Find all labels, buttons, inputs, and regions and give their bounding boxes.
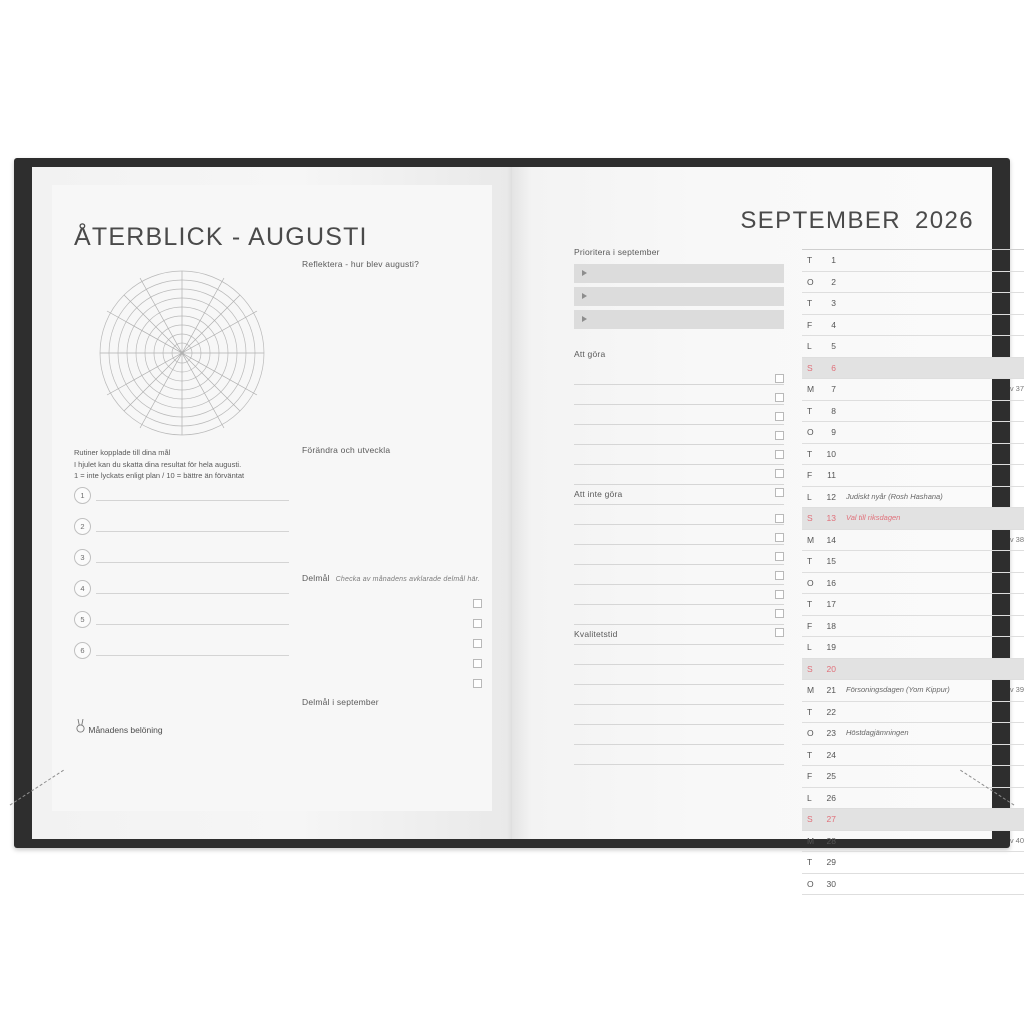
calendar-day-letter: O <box>807 577 814 588</box>
calendar-day-row[interactable] <box>802 874 1024 896</box>
calendar-day-letter: O <box>807 878 814 889</box>
calendar-day-row[interactable] <box>802 680 1024 702</box>
calendar-day-number: 20 <box>826 663 836 674</box>
calendar-day-row[interactable] <box>802 401 1024 423</box>
calendar-day-letter: M <box>807 835 815 846</box>
left-page <box>32 167 512 839</box>
write-line[interactable] <box>574 465 784 485</box>
nottodo-label: Att inte göra <box>574 489 623 499</box>
calendar-day-row[interactable] <box>802 766 1024 788</box>
planner-pages <box>32 167 1024 889</box>
year-label: 2026 <box>915 207 974 234</box>
calendar-day-row[interactable] <box>802 336 1024 358</box>
checkbox[interactable] <box>775 431 784 440</box>
calendar-day-letter: L <box>807 491 812 502</box>
write-line[interactable] <box>574 585 784 605</box>
goal-wheel-chart <box>98 269 266 437</box>
calendar-day-row[interactable] <box>802 745 1024 767</box>
calendar-day-letter: S <box>807 814 813 824</box>
section-label: Delmål Checka av månadens avklarade delmål här. <box>302 573 480 583</box>
page-title: ÅTERBLICK - AUGUSTI <box>74 223 368 251</box>
calendar-day-row[interactable] <box>802 788 1024 810</box>
calendar-day-number: 18 <box>826 620 836 631</box>
calendar-day-letter: O <box>807 728 814 738</box>
goal-row[interactable] <box>74 642 289 664</box>
planner-book <box>14 158 1024 889</box>
calendar-day-letter: L <box>807 792 812 803</box>
calendar-day-number: 22 <box>826 706 836 717</box>
write-line[interactable] <box>574 425 784 445</box>
left-section <box>302 259 482 275</box>
calendar-day-row[interactable] <box>802 379 1024 401</box>
calendar-day-note: Försoningsdagen (Yom Kippur) <box>846 685 950 694</box>
calendar-day-note: Val till riksdagen <box>846 513 901 522</box>
calendar-day-number: 19 <box>826 642 836 652</box>
write-line[interactable] <box>574 705 784 725</box>
nottodo-rows <box>574 505 784 645</box>
calendar-day-row[interactable] <box>802 702 1024 724</box>
goal-write-line[interactable] <box>96 562 289 563</box>
calendar-day-number: 15 <box>826 556 836 566</box>
goal-row[interactable] <box>74 611 289 633</box>
calendar-day-row[interactable] <box>802 315 1024 337</box>
write-line[interactable] <box>574 365 784 385</box>
section-label: Reflektera - hur blev augusti? <box>302 259 420 269</box>
calendar-day-number: 4 <box>831 319 836 330</box>
calendar-day-letter: F <box>807 620 813 631</box>
calendar-day-letter: S <box>807 513 813 523</box>
calendar-day-number: 11 <box>827 470 836 480</box>
calendar-week-number: v 39 <box>1009 685 1024 694</box>
checkbox[interactable] <box>775 374 784 383</box>
monthly-reward <box>76 719 163 735</box>
left-section <box>302 445 482 461</box>
calendar-day-number: 27 <box>826 814 836 824</box>
calendar-day-row[interactable] <box>802 637 1024 659</box>
goal-number: 4 <box>74 580 91 597</box>
calendar-day-number: 1 <box>831 255 836 265</box>
write-line[interactable] <box>574 525 784 545</box>
wheel-caption-line-1: Rutiner kopplade till dina mål <box>74 448 171 457</box>
checkbox[interactable] <box>775 450 784 459</box>
calendar-day-number: 2 <box>831 276 836 287</box>
medal-icon <box>76 719 86 735</box>
calendar-day-number: 7 <box>831 384 836 394</box>
calendar-day-letter: L <box>807 642 812 652</box>
goal-number: 3 <box>74 549 91 566</box>
calendar-day-letter: L <box>807 341 812 351</box>
calendar-day-letter: M <box>807 384 815 394</box>
section-label: Förändra och utveckla <box>302 445 391 455</box>
calendar-day-letter: M <box>807 534 815 545</box>
checkbox[interactable] <box>473 659 482 668</box>
calendar-day-number: 8 <box>831 405 836 416</box>
calendar-day-letter: S <box>807 362 813 373</box>
priority-bar[interactable] <box>574 264 784 283</box>
calendar-day-row[interactable] <box>802 809 1024 831</box>
calendar-day-row[interactable] <box>802 530 1024 552</box>
calendar-day-letter: F <box>807 771 813 781</box>
goal-write-line[interactable] <box>96 531 289 532</box>
write-line[interactable] <box>574 665 784 685</box>
calendar-day-number: 5 <box>831 341 836 351</box>
section-label: Delmål i september <box>302 697 379 707</box>
calendar-day-row[interactable] <box>802 293 1024 315</box>
calendar-day-letter: T <box>807 298 813 308</box>
quality-section <box>574 629 784 765</box>
calendar-week-number: v 38 <box>1009 534 1024 544</box>
left-page-content <box>52 185 492 811</box>
todo-section <box>574 349 784 505</box>
calendar-day-number: 16 <box>826 577 836 588</box>
goal-number: 2 <box>74 518 91 535</box>
wheel-caption <box>74 447 289 482</box>
goal-write-line[interactable] <box>96 655 289 656</box>
calendar-day-number: 14 <box>826 534 836 545</box>
checkbox[interactable] <box>473 599 482 608</box>
calendar-day-number: 10 <box>826 448 836 459</box>
checkbox[interactable] <box>775 412 784 421</box>
calendar-day-letter: T <box>807 255 813 265</box>
goal-write-line[interactable] <box>96 500 289 501</box>
calendar-day-row[interactable] <box>802 422 1024 444</box>
section-hint: Checka av månadens avklarade delmål här. <box>335 576 480 583</box>
todo-label: Att göra <box>574 349 606 359</box>
calendar-day-note: Höstdagjämningen <box>846 728 909 737</box>
calendar-day-number: 17 <box>826 599 836 609</box>
priority-bar[interactable] <box>574 287 784 306</box>
checkbox[interactable] <box>473 679 482 688</box>
calendar-day-letter: O <box>807 427 814 437</box>
left-section <box>302 573 482 589</box>
calendar-day-row[interactable] <box>802 249 1024 272</box>
month-calendar <box>802 249 1024 895</box>
month-title <box>740 207 974 235</box>
write-line[interactable] <box>574 745 784 765</box>
checkbox[interactable] <box>473 639 482 648</box>
write-line[interactable] <box>574 545 784 565</box>
calendar-day-note: Judiskt nyår (Rosh Hashana) <box>846 491 943 501</box>
calendar-day-number: 23 <box>826 728 836 738</box>
goal-row[interactable] <box>74 580 289 602</box>
goal-row[interactable] <box>74 518 289 540</box>
goal-row[interactable] <box>74 487 289 509</box>
checkbox[interactable] <box>473 619 482 628</box>
checkbox[interactable] <box>775 469 784 478</box>
checkbox[interactable] <box>775 393 784 402</box>
write-line[interactable] <box>574 445 784 465</box>
calendar-day-row[interactable] <box>802 594 1024 616</box>
calendar-day-number: 25 <box>826 771 836 781</box>
calendar-day-letter: T <box>807 448 813 459</box>
calendar-day-number: 6 <box>831 362 836 373</box>
goal-number: 1 <box>74 487 91 504</box>
calendar-day-row[interactable] <box>802 508 1024 530</box>
right-page <box>512 167 1024 889</box>
goal-number: 5 <box>74 611 91 628</box>
priority-bar[interactable] <box>574 310 784 329</box>
calendar-day-row[interactable] <box>802 659 1024 681</box>
calendar-day-number: 26 <box>826 792 836 803</box>
calendar-week-number: v 37 <box>1009 384 1024 393</box>
write-line[interactable] <box>574 725 784 745</box>
calendar-day-number: 12 <box>826 491 836 502</box>
quality-rows <box>574 645 784 765</box>
monthly-reward-label: Månadens belöning <box>88 725 163 735</box>
write-line[interactable] <box>574 505 784 525</box>
calendar-day-letter: F <box>807 470 813 480</box>
write-line[interactable] <box>574 605 784 625</box>
calendar-day-row[interactable] <box>802 487 1024 509</box>
calendar-day-row[interactable] <box>802 444 1024 466</box>
left-section <box>302 697 482 713</box>
checkbox[interactable] <box>775 533 784 542</box>
calendar-day-number: 3 <box>831 298 836 308</box>
calendar-day-letter: O <box>807 276 814 287</box>
calendar-day-number: 24 <box>826 749 836 760</box>
calendar-day-row[interactable] <box>802 723 1024 745</box>
priority-section <box>574 247 784 330</box>
priority-bars <box>574 264 784 330</box>
todo-rows <box>574 365 784 505</box>
calendar-day-number: 13 <box>826 513 836 523</box>
calendar-day-letter: S <box>807 663 813 674</box>
wheel-caption-line-2: I hjulet kan du skatta dina resultat för hela augusti. <box>74 459 242 469</box>
checkbox[interactable] <box>775 514 784 523</box>
calendar-week-number: v 40 <box>1009 835 1024 845</box>
calendar-day-number: 21 <box>826 685 836 695</box>
priority-label: Prioritera i september <box>574 247 660 257</box>
calendar-day-letter: T <box>807 556 813 566</box>
calendar-day-row[interactable] <box>802 358 1024 380</box>
month-name: SEPTEMBER <box>740 207 901 234</box>
goal-write-line[interactable] <box>96 593 289 594</box>
goal-row[interactable] <box>74 549 289 571</box>
goal-number: 6 <box>74 642 91 659</box>
calendar-day-letter: T <box>807 599 813 609</box>
calendar-day-row[interactable] <box>802 831 1024 853</box>
calendar-day-row[interactable] <box>802 551 1024 573</box>
checkbox[interactable] <box>775 552 784 561</box>
calendar-day-row[interactable] <box>802 616 1024 638</box>
nottodo-section <box>574 489 784 645</box>
calendar-day-letter: M <box>807 685 815 695</box>
calendar-day-letter: T <box>807 706 813 717</box>
calendar-day-number: 30 <box>826 878 836 889</box>
calendar-day-row[interactable] <box>802 852 1024 874</box>
checkbox[interactable] <box>775 590 784 599</box>
calendar-day-letter: T <box>807 857 813 867</box>
goal-write-line[interactable] <box>96 624 289 625</box>
calendar-day-number: 29 <box>826 857 836 867</box>
checkbox[interactable] <box>775 571 784 580</box>
checkbox[interactable] <box>775 609 784 618</box>
calendar-day-number: 28 <box>826 835 836 846</box>
write-line[interactable] <box>574 685 784 705</box>
calendar-day-row[interactable] <box>802 573 1024 595</box>
calendar-day-number: 9 <box>831 427 836 437</box>
calendar-day-row[interactable] <box>802 272 1024 294</box>
write-line[interactable] <box>574 385 784 405</box>
wheel-caption-line-3: 1 = inte lyckats enligt plan / 10 = bättre än förväntat <box>74 471 245 480</box>
write-line[interactable] <box>574 405 784 425</box>
calendar-day-row[interactable] <box>802 465 1024 487</box>
calendar-day-letter: T <box>807 749 813 760</box>
write-line[interactable] <box>574 565 784 585</box>
calendar-day-letter: F <box>807 319 813 330</box>
quality-label: Kvalitetstid <box>574 629 618 639</box>
write-line[interactable] <box>574 645 784 665</box>
calendar-day-letter: T <box>807 405 813 416</box>
